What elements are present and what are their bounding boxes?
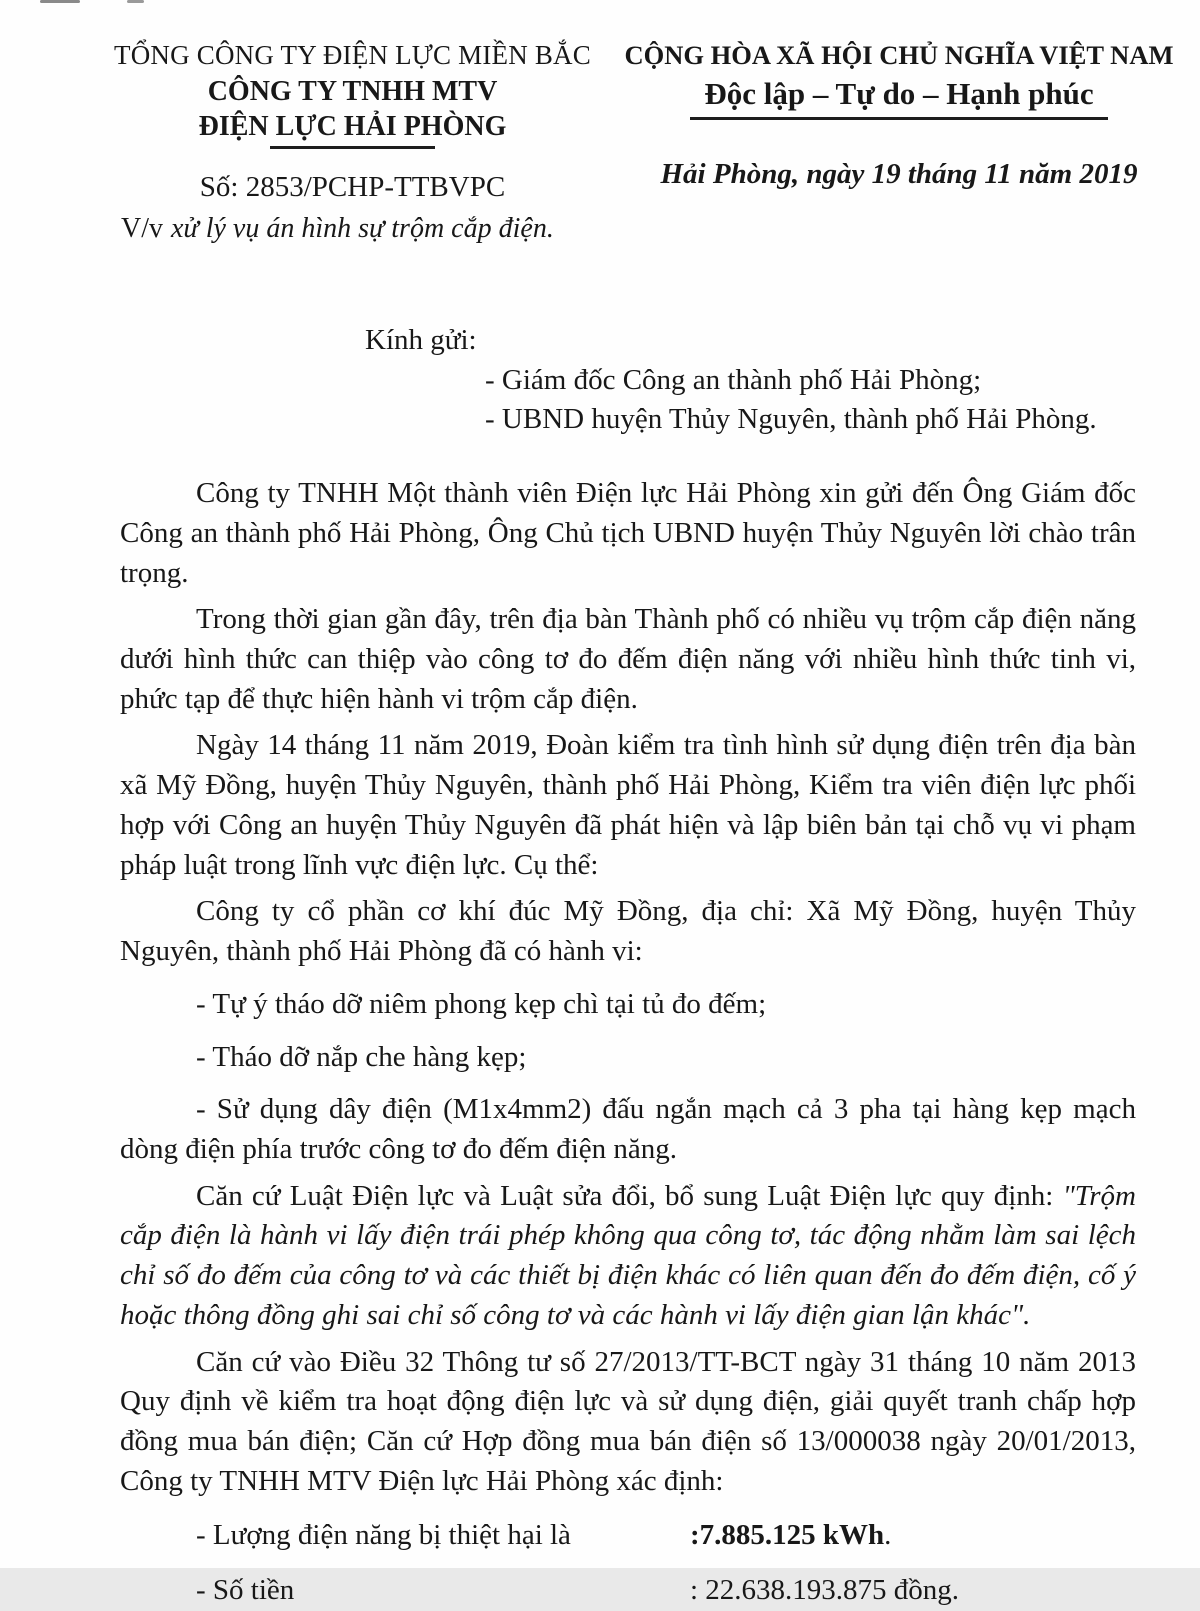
finding-label: - Số tiền xyxy=(196,1574,295,1607)
subject-prefix: V/v xyxy=(121,213,163,244)
paragraph-legal-basis xyxy=(120,1177,1136,1336)
letter-body xyxy=(0,321,1200,1611)
legal-lead-text: Căn cứ Luật Điện lực và Luật sửa đổi, bổ sung Luật Điện lực quy định: xyxy=(196,1179,1054,1212)
document-number: Số: 2853/PCHP-TTBVPC xyxy=(199,171,506,203)
national-title: CỘNG HÒA XÃ HỘI CHỦ NGHĨA VIỆT NAM xyxy=(624,40,1174,70)
company-name-line1: CÔNG TY TNHH MTV xyxy=(207,76,498,107)
issuing-org-block xyxy=(95,40,610,245)
national-motto: Độc lập – Tự do – Hạnh phúc xyxy=(690,76,1107,120)
finding-row-amount xyxy=(120,1571,1136,1611)
violation-item: - Tự ý tháo dỡ niêm phong kẹp chì tại tủ đo đếm; xyxy=(196,987,767,1020)
recipient-line: - UBND huyện Thủy Nguyên, thành phố Hải Phòng. xyxy=(485,403,1097,436)
paragraph-inspection: Ngày 14 tháng 11 năm 2019, Đoàn kiểm tra tình hình sử dụng điện trên địa bàn xã Mỹ Đồng, huyện Thủy Nguyên, thành phố Hải Phòng, Kiểm tra viên điện lực phối hợp với Công an huyện Thủy Nguyên đã phát hiện và lập biên bản tại chỗ vụ vi phạm pháp luật trong lĩnh vực điện lực. Cụ thể: xyxy=(120,729,1136,881)
national-header-block xyxy=(618,40,1180,245)
violation-item: - Sử dụng dây điện (M1x4mm2) đấu ngắn mạch cả 3 pha tại hàng kẹp mạch dòng điện phía trước công tơ đo đếm điện năng. xyxy=(120,1093,1136,1165)
place-and-date: Hải Phòng, ngày 19 tháng 11 năm 2019 xyxy=(660,158,1138,190)
letter-header xyxy=(0,0,1200,245)
scan-edge-artifact xyxy=(40,0,80,3)
paragraph-violator: Công ty cổ phần cơ khí đúc Mỹ Đồng, địa chỉ: Xã Mỹ Đồng, huyện Thủy Nguyên, thành phố Hải Phòng đã có hành vi: xyxy=(120,895,1136,968)
scan-edge-artifact xyxy=(127,0,144,3)
salutation: Kính gửi: xyxy=(365,324,477,356)
finding-value: :7.885.125 kWh. xyxy=(690,1519,892,1552)
document-subject xyxy=(95,213,610,245)
paragraph-circular-basis: Căn cứ vào Điều 32 Thông tư số 27/2013/TT-BCT ngày 31 tháng 10 năm 2013 Quy định về kiểm tra hoạt động điện lực và sử dụng điện, giải quyết tranh chấp hợp đồng mua bán điện; Căn cứ Hợp đồng mua bán điện số 13/000038 ngày 20/01/2013, Công ty TNHH MTV Điện lực Hải Phòng xác định: xyxy=(120,1345,1136,1497)
org-underline-rule xyxy=(270,146,435,149)
paragraph-context: Trong thời gian gần đây, trên địa bàn Thành phố có nhiều vụ trộm cắp điện năng dưới hình thức can thiệp vào công tơ đo đếm điện năng với nhiều hình thức tinh vi, phức tạp để thực hiện hành vi trộm cắp điện. xyxy=(120,603,1136,715)
subject-text: xử lý vụ án hình sự trộm cắp điện. xyxy=(171,213,554,244)
paragraph-greeting: Công ty TNHH Một thành viên Điện lực Hải Phòng xin gửi đến Ông Giám đốc Công an thành phố Hải Phòng, Ông Chủ tịch UBND huyện Thủy Nguyên lời chào trân trọng. xyxy=(120,477,1136,589)
violation-item: - Tháo dỡ nắp che hàng kẹp; xyxy=(196,1040,527,1073)
company-name-line2: ĐIỆN LỰC HẢI PHÒNG xyxy=(198,111,507,142)
parent-org-name: TỔNG CÔNG TY ĐIỆN LỰC MIỀN BẮC xyxy=(114,40,591,70)
finding-row-energy xyxy=(120,1516,1136,1556)
law-quote-text: "Trộm cắp điện là hành vi lấy điện trái phép không qua công tơ, tác động nhằm làm sai lệch chỉ số đo đếm của công tơ và các thiết bị điện khác có liên quan đến đo đếm điện, cố ý hoặc thông đồng ghi sai chỉ số công tơ và các hành vi lấy điện gian lận khác". xyxy=(120,1179,1136,1331)
recipient-line: - Giám đốc Công an thành phố Hải Phòng; xyxy=(485,363,982,396)
finding-label: - Lượng điện năng bị thiệt hại là xyxy=(196,1519,571,1552)
finding-value: : 22.638.193.875 đồng. xyxy=(690,1574,960,1607)
